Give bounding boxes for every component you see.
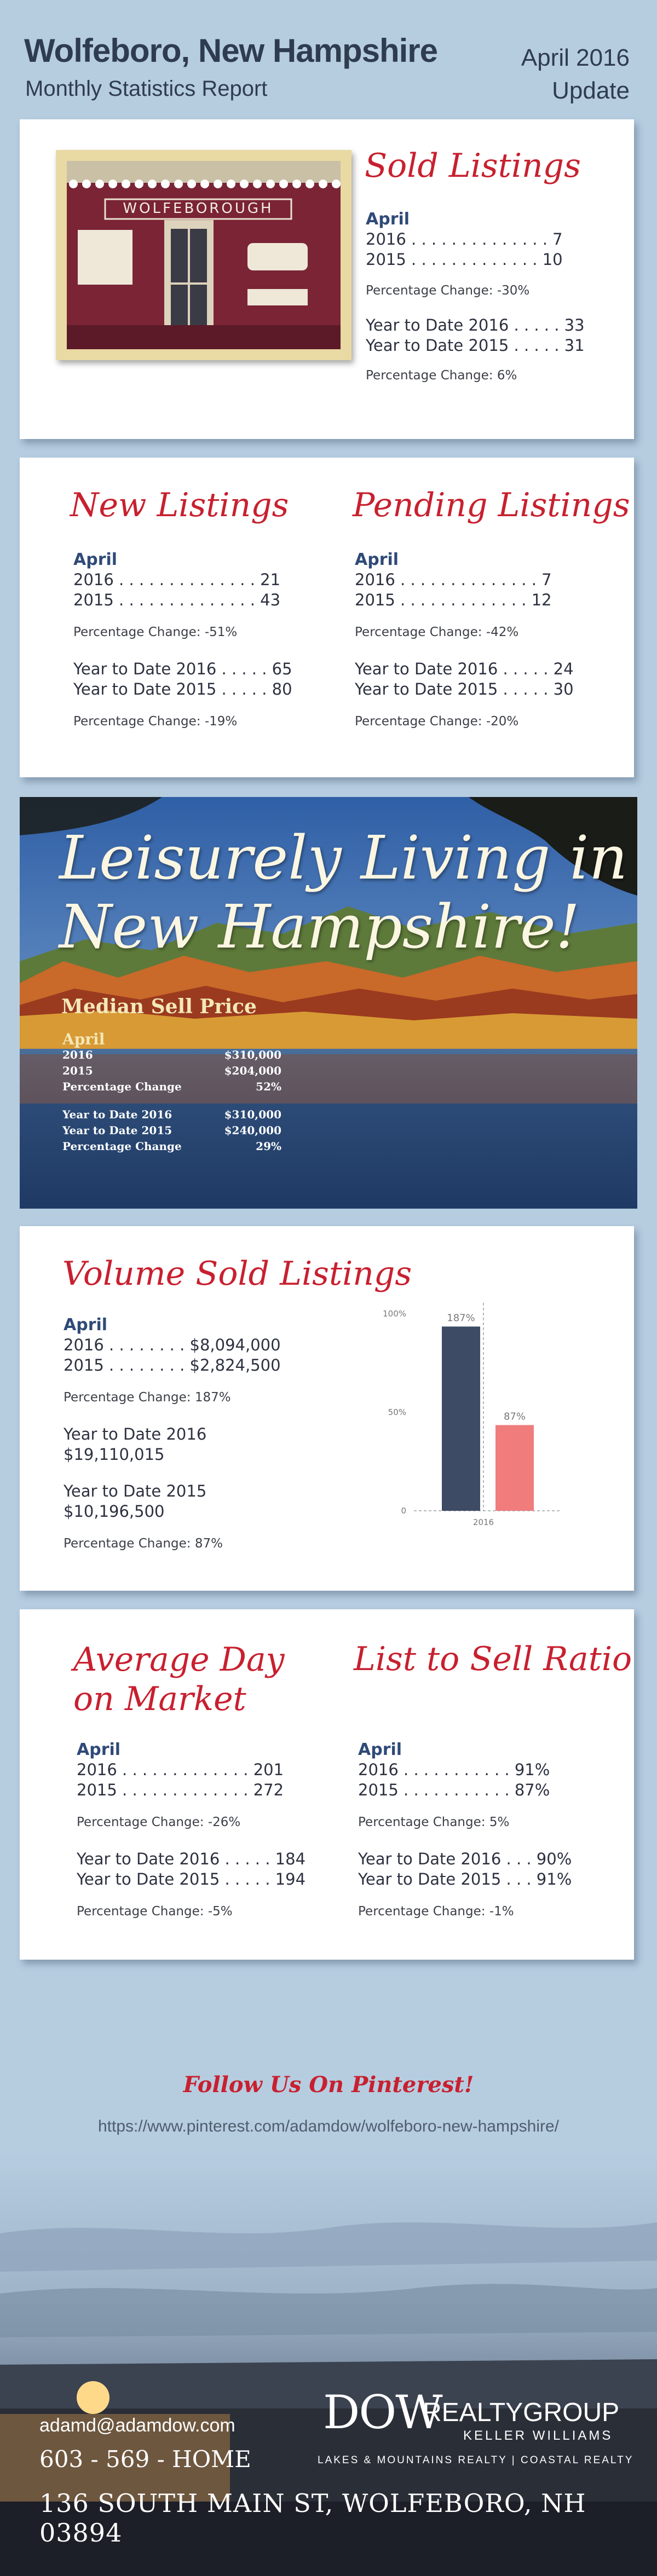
sold-ytd-2015: Year to Date 2015 . . . . . 31: [366, 336, 585, 355]
pending-ytd-2015: Year to Date 2015 . . . . . 30: [355, 680, 574, 698]
page-title: Wolfeboro, New Hampshire: [24, 32, 438, 69]
sold-listings-stats: [366, 209, 585, 386]
pending-pct: Percentage Change: -42%: [355, 625, 519, 639]
avg-days-2015: 2015 . . . . . . . . . . . . . 272: [77, 1781, 284, 1799]
volume-sold-title: Volume Sold Listings: [62, 1255, 412, 1293]
sold-ytd-pct: Percentage Change: 6%: [366, 368, 517, 383]
sold-listings-title: Sold Listings: [365, 147, 581, 185]
new-month: April: [73, 550, 118, 569]
list-sell-ratio-stats: [358, 1740, 572, 1922]
bar-data-label: 87%: [503, 1411, 526, 1423]
y-tick-label: 0: [401, 1506, 406, 1516]
new-pending-card: [20, 458, 634, 777]
new-pct: Percentage Change: -51%: [73, 625, 238, 639]
ratio-ytd-pct: Percentage Change: -1%: [358, 1904, 514, 1919]
median-row: Year to Date 2016 $310,000: [62, 1108, 281, 1121]
median-price-title: Median Sell Price: [61, 995, 257, 1018]
avg-days-title-line2: on Market: [73, 1680, 246, 1718]
brand-logo-dow: DOW: [323, 2386, 442, 2439]
station-illustration: [67, 161, 341, 349]
volume-ytd-2015-value: $10,196,500: [64, 1502, 165, 1521]
sold-pct: Percentage Change: -30%: [366, 284, 530, 298]
lake-title: [59, 823, 627, 961]
median-row: Percentage Change 52%: [62, 1080, 281, 1093]
median-row: 2016 $310,000: [62, 1048, 281, 1061]
volume-sold-stats: [64, 1315, 281, 1554]
sold-2015: 2015 . . . . . . . . . . . . . 10: [366, 250, 563, 269]
ratio-month: April: [358, 1740, 402, 1759]
report-date-month: April 2016: [521, 44, 630, 71]
lake-title-line1: Leisurely Living in: [59, 823, 628, 893]
pinterest-link[interactable]: https://www.pinterest.com/adamdow/wolfeboro-new-hampshire/: [97, 2117, 560, 2135]
pending-listings-stats: [355, 550, 574, 732]
pending-listings-title: Pending Listings: [353, 486, 630, 524]
sold-2016: 2016 . . . . . . . . . . . . . . 7: [366, 230, 563, 249]
list-sell-ratio-title: List to Sell Ratio: [354, 1640, 632, 1678]
median-row: 2015 $204,000: [62, 1064, 281, 1077]
avg-days-stats: [77, 1740, 306, 1922]
pending-ytd-2016: Year to Date 2016 . . . . . 24: [355, 660, 574, 678]
volume-ytd-2016-value: $19,110,015: [64, 1445, 165, 1464]
volume-ytd-pct: Percentage Change: 87%: [64, 1537, 223, 1551]
report-date-update: Update: [552, 77, 630, 104]
new-ytd-2016: Year to Date 2016 . . . . . 65: [73, 660, 292, 678]
new-listings-title: New Listings: [70, 486, 289, 524]
lake-banner: [20, 797, 637, 1209]
follow-pinterest-heading: Follow Us On Pinterest!: [183, 2072, 474, 2098]
new-listings-stats: [73, 550, 292, 732]
brand-tagline: LAKES & MOUNTAINS REALTY | COASTAL REALTY: [318, 2454, 634, 2466]
bar-data-label: 187%: [447, 1312, 475, 1324]
median-row: Percentage Change 29%: [62, 1140, 281, 1153]
avg-days-title: [73, 1640, 285, 1719]
avg-days-pct: Percentage Change: -26%: [77, 1815, 241, 1829]
x-category-label: 2016: [472, 1517, 494, 1527]
ratio-ytd-2015: Year to Date 2015 . . . 91%: [358, 1870, 572, 1888]
station-sign: WOLFEBOROUGH: [123, 200, 274, 217]
avg-days-ytd-2015: Year to Date 2015 . . . . . 194: [77, 1870, 306, 1888]
brand-logo-realtygroup: REALTYGROUP: [423, 2398, 620, 2427]
wolfeborough-station-photo: [56, 150, 351, 360]
lake-title-line2: New Hampshire!: [59, 892, 580, 962]
ratio-ytd-2016: Year to Date 2016 . . . 90%: [358, 1850, 572, 1868]
sold-month: April: [366, 210, 410, 229]
pending-ytd-pct: Percentage Change: -20%: [355, 714, 519, 729]
volume-ytd-2016-label: Year to Date 2016: [64, 1425, 207, 1443]
avg-days-month: April: [77, 1740, 121, 1759]
volume-2016: 2016 . . . . . . . . $8,094,000: [64, 1336, 281, 1354]
new-2015: 2015 . . . . . . . . . . . . . . 43: [73, 591, 281, 609]
avg-days-2016: 2016 . . . . . . . . . . . . . 201: [77, 1760, 284, 1779]
pending-2015: 2015 . . . . . . . . . . . . . 12: [355, 591, 552, 609]
ratio-2015: 2015 . . . . . . . . . . . 87%: [358, 1781, 550, 1799]
pending-month: April: [355, 550, 399, 569]
bar-87%: [495, 1425, 534, 1511]
y-tick-label: 50%: [388, 1407, 406, 1417]
median-row: Year to Date 2015 $240,000: [62, 1124, 281, 1137]
volume-month: April: [64, 1315, 108, 1335]
median-price-table: [62, 1031, 281, 1154]
avg-days-ytd-2016: Year to Date 2016 . . . . . 184: [77, 1850, 306, 1868]
volume-sold-card: [20, 1226, 634, 1591]
ratio-2016: 2016 . . . . . . . . . . . 91%: [358, 1760, 550, 1779]
volume-ytd-2015-label: Year to Date 2015: [64, 1482, 207, 1500]
new-ytd-2015: Year to Date 2015 . . . . . 80: [73, 680, 292, 698]
ratio-pct: Percentage Change: 5%: [358, 1815, 510, 1829]
new-ytd-pct: Percentage Change: -19%: [73, 714, 238, 729]
pending-2016: 2016 . . . . . . . . . . . . . . 7: [355, 570, 552, 589]
days-ratio-card: [20, 1609, 634, 1960]
bar-187%: [442, 1326, 480, 1511]
sold-listings-card: [20, 119, 634, 439]
contact-phone[interactable]: 603 - 569 - HOME: [39, 2446, 251, 2473]
volume-bar-chart: [381, 1292, 589, 1544]
avg-days-ytd-pct: Percentage Change: -5%: [77, 1904, 233, 1919]
contact-email[interactable]: adamd@adamdow.com: [39, 2415, 235, 2436]
avg-days-title-line1: Average Day: [73, 1641, 285, 1679]
report-date: [487, 42, 630, 107]
brand-logo-kellerwilliams: KELLER WILLIAMS: [463, 2428, 613, 2443]
contact-address: 136 SOUTH MAIN ST, WOLFEBORO, NH 03894: [39, 2488, 586, 2548]
median-month: April: [62, 1030, 105, 1048]
new-2016: 2016 . . . . . . . . . . . . . . 21: [73, 570, 281, 589]
y-tick-label: 100%: [383, 1309, 406, 1319]
volume-pct: Percentage Change: 187%: [64, 1390, 231, 1405]
page-subtitle: Monthly Statistics Report: [25, 77, 268, 101]
sold-ytd-2016: Year to Date 2016 . . . . . 33: [366, 316, 585, 334]
volume-2015: 2015 . . . . . . . . $2,824,500: [64, 1356, 281, 1374]
